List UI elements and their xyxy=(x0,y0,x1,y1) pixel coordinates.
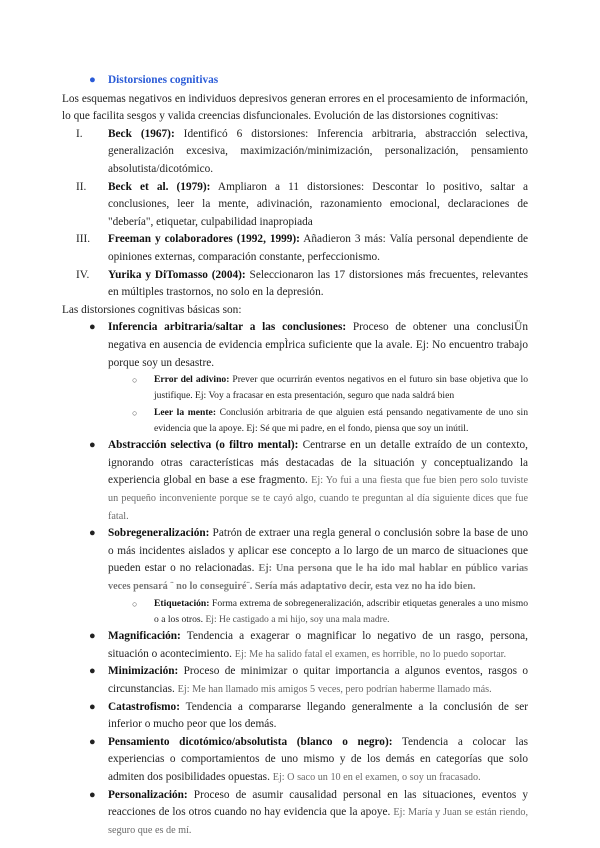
distortion-term: Catastrofismo: xyxy=(108,700,180,713)
bullet-icon: ● xyxy=(89,665,96,678)
distortion-text: Tendencia a exagerar o magnificar lo negativo de un rasgo, persona, situación o acontecimiento. xyxy=(108,630,528,660)
bullet-icon: ● xyxy=(89,321,96,334)
circle-bullet-icon: ○ xyxy=(132,407,138,418)
item-text: Seleccionaron las 17 distorsiones más frecuentes, relevantes en múltiples trastornos, no solo en la depresión. xyxy=(108,268,528,299)
sub-text: Conclusión arbitraria de que alguien está pensando negativamente de uno sin evidencia que la apoye. Ej: Sé que mi padre, en el fondo, piensa que soy un inútil. xyxy=(154,406,528,434)
distortion-example: Ej: Me ha salido fatal el examen, es horrible, no lo puedo soportar. xyxy=(234,648,507,660)
basic-intro: Las distorsiones cognitivas básicas son: xyxy=(62,303,242,316)
sub-example: Ej: He castigado a mi hijo, soy una mala madre. xyxy=(205,613,390,625)
evolution-item xyxy=(62,126,528,179)
distortion-item xyxy=(62,734,528,787)
evolution-item xyxy=(62,267,528,302)
sub-term: Etiquetación: xyxy=(154,597,210,609)
distortion-term: Minimización: xyxy=(108,665,179,678)
bullet-icon: ● xyxy=(89,527,96,540)
bullet-icon: ● xyxy=(89,630,96,643)
sub-term: Error del adivino: xyxy=(154,374,230,386)
bullet-icon: ● xyxy=(89,788,96,801)
sub-distortion-item xyxy=(62,405,528,438)
distortion-example: Ej: Una persona que le ha ido mal hablar en público varias veces pensará ¨ no lo conseguiré¨. Sería más adaptativo decir, esta vez no ha ido bien. xyxy=(108,563,528,593)
distortion-text: Proceso de minimizar o quitar importancia a algunos eventos, rasgos o circunstancias. xyxy=(108,665,528,695)
item-text: Añadieron 3 más: Valía personal dependiente de opiniones externas, comparación constante, perfeccionismo. xyxy=(108,233,528,263)
evolution-list xyxy=(62,126,528,302)
item-text: Identificó 6 distorsiones: Inferencia arbitraria, abstracción selectiva, generalización excesiva, maximización/minimización, personalización, pensamiento absolutista/dicotómico. xyxy=(108,127,528,175)
distortions-list xyxy=(62,319,528,839)
bullet-icon: ● xyxy=(89,735,96,748)
evolution-item xyxy=(62,179,528,232)
sub-text: Prever que ocurrirán eventos negativos en el futuro sin base objetiva que lo justifique. Ej: Voy a fracasar en esta presentación, seguro que nada saldrá bien xyxy=(154,374,528,402)
distortion-term: Personalización: xyxy=(108,788,188,801)
item-text: Ampliaron a 11 distorsiones: Descontar lo positivo, saltar a conclusiones, leer la mente, adivinación, razonamiento emocional, declaraciones de "debería", etiquetar, culpabilidad inapropiada xyxy=(108,180,528,228)
distortion-example: Ej: María y Juan se están riendo, seguro que es de mí. xyxy=(108,807,528,836)
item-number: IV. xyxy=(76,268,90,281)
circle-bullet-icon: ○ xyxy=(132,598,138,609)
bullet-icon: ● xyxy=(89,439,96,452)
bullet-icon: ● xyxy=(89,700,96,713)
intro-paragraph: Los esquemas negativos en individuos depresivos generan errores en el procesamiento de información, lo que facilita sesgos y valida creencias disfuncionales. Evolución de las distorsiones cognitivas: xyxy=(62,92,528,123)
sub-text: Forma extrema de sobregeneralización, adscribir etiquetas generales a uno mismo o a los otros. xyxy=(154,597,528,625)
item-number: I. xyxy=(76,127,83,140)
item-number: II. xyxy=(76,180,87,193)
distortion-item xyxy=(62,663,528,698)
distortion-text: Proceso de asumir causalidad personal en las situaciones, eventos y reacciones de los otros cuando no hay evidencia que la apoye. xyxy=(108,788,528,819)
item-term: Beck (1967): xyxy=(108,127,175,140)
distortion-text: Proceso de obtener una conclusiÜn negativa en ausencia de evidencia empÌrica suficiente que la avale. Ej: No encuentro trabajo porque soy un desastre. xyxy=(108,321,528,369)
distortion-item xyxy=(62,699,528,734)
item-term: Yurika y DiTomasso (2004): xyxy=(108,268,246,281)
item-term: Freeman y colaboradores (1992, 1999): xyxy=(108,233,300,246)
evolution-item xyxy=(62,231,528,266)
sub-distortion-item xyxy=(62,596,528,629)
bullet-icon: ● xyxy=(89,74,96,86)
distortion-text: Tendencia a colocar las experiencias o comportamientos de uno mismo y de los demás en categorías que solo admiten dos posibilidades opuestas. xyxy=(108,735,528,783)
distortion-item xyxy=(62,628,528,663)
item-term: Beck et al. (1979): xyxy=(108,180,211,193)
distortion-item xyxy=(62,787,528,840)
distortion-term: Inferencia arbitraria/saltar a las conclusiones: xyxy=(108,321,347,334)
heading-text: Distorsiones cognitivas xyxy=(108,74,219,86)
sub-term: Leer la mente: xyxy=(154,406,217,418)
item-number: III. xyxy=(76,233,91,246)
distortion-item xyxy=(62,319,528,372)
section-heading xyxy=(62,72,528,90)
distortion-term: Magnificación: xyxy=(108,630,181,643)
distortion-example: Ej: Me han llamado mis amigos 5 veces, pero podrían haberme llamado más. xyxy=(177,684,492,695)
distortion-example: Ej: O saco un 10 en el examen, o soy un fracasado. xyxy=(272,771,481,783)
distortion-item xyxy=(62,437,528,525)
document-page xyxy=(62,72,528,839)
distortion-term: Sobregeneralización: xyxy=(108,527,210,540)
distortion-example: Ej: Yo fui a una fiesta que fue bien pero solo tuviste un pequeño inconveniente porque se te cayó algo, cuando te preguntan al día siguiente dices que fue fatal. xyxy=(108,475,528,522)
distortion-item xyxy=(62,525,528,595)
distortion-text: Patrón de extraer una regla general o conclusión sobre la base de uno o más incidentes aislados y aplicar ese concepto a lo largo de un marco de situaciones que pueden estar o no relacionadas. xyxy=(108,527,528,575)
distortion-term: Abstracción selectiva (o filtro mental): xyxy=(108,439,299,452)
circle-bullet-icon: ○ xyxy=(132,375,138,386)
sub-distortion-item xyxy=(62,372,528,405)
distortion-text: Tendencia a compararse llegando generalmente a la conclusión de ser inferior o mucho peor que los demás. xyxy=(108,700,528,731)
distortion-text: Centrarse en un detalle extraído de un contexto, ignorando otras características más destacadas de la situación y conceptualizando la experiencia global en base a ese fragmento. xyxy=(108,439,528,487)
distortion-term: Pensamiento dicotómico/absolutista (blanco o negro): xyxy=(108,735,393,748)
